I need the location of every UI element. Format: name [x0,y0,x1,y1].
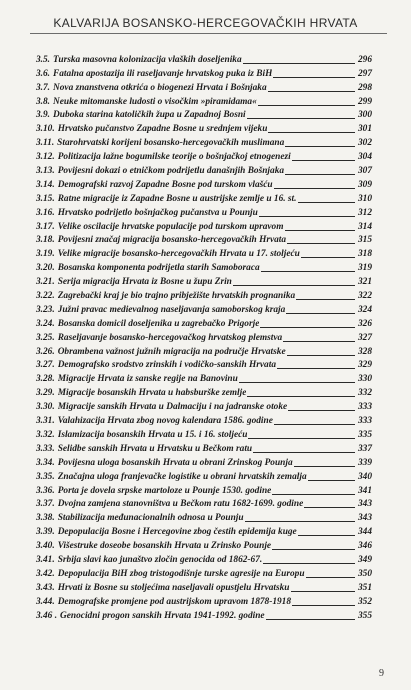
toc-entry [36,441,372,455]
toc-entry [36,219,372,233]
toc-leader-line [277,368,355,369]
toc-entry-page: 315 [357,235,372,246]
toc-entry-page: 332 [357,388,372,399]
toc-leader-line [292,605,355,606]
toc-entry-title: Povijesna uloga bosanskih Hrvata u obrani Zrinskog Pounja [57,457,293,468]
toc-entry [36,538,372,552]
toc-entry-page: 327 [357,332,372,343]
toc-entry-title: Demografski razvoj Zapadne Bosne pod turskom vlašću [57,179,273,190]
toc-leader-line [287,243,355,244]
toc-entry-title: Značajna uloga franjevačke logistike u obrani hrvatskih zemalja [57,471,307,482]
page-number: 9 [379,668,384,679]
toc-entry-title: Neuke mitomanske ludosti o visočkim »piramidama« [53,96,257,107]
toc-entry-title: Depopulacija Bosne i Hercegovine zbog čestih epidemija kuge [57,527,297,538]
toc-entry-title: Fatalna apostazija ili raseljavanje hrvatskog puka iz BiH [53,68,273,79]
toc-entry-page: 322 [357,291,372,302]
toc-entry [36,66,372,80]
toc-entry-page: 341 [357,485,372,496]
toc-leader-line [248,438,355,439]
toc-entry-title: Genocidni progon sanskih Hrvata 1941-1992. godine [60,610,265,621]
toc-entry [36,94,372,108]
toc-entry-page: 329 [357,360,372,371]
toc-entry [36,524,372,538]
toc-entry [36,177,372,191]
toc-entry-page: 350 [357,568,372,579]
toc-leader-line [272,494,355,495]
toc-entry-number: 3.42. [36,568,55,579]
table-of-contents [36,52,372,622]
toc-entry-number: 3.34. [36,457,55,468]
toc-leader-line [272,549,355,550]
toc-entry-title: Demografske promjene pod austrijskom upravom 1878-1918 [57,596,292,607]
toc-leader-line [266,619,355,620]
toc-entry-number: 3.15. [36,193,55,204]
toc-entry-number: 3.31. [36,416,55,427]
toc-entry [36,594,372,608]
toc-entry [36,246,372,260]
toc-entry-title: Politizacija lažne bogumilske teorije o bošnjačkoj etnogenezi [57,152,291,163]
toc-entry-title: Turska masovna kolonizacija vlaških doseljenika [53,54,242,65]
toc-entry-title: Selidbe sanskih Hrvata u Hrvatsku u Bečkom ratu [57,443,253,454]
toc-entry-title: Hrvati iz Bosne su stoljećima naseljavali opustjelu Hrvatsku [57,582,290,593]
toc-entry-title: Islamizacija bosanskih Hrvata u 15. i 16. stoljeću [57,429,248,440]
toc-entry-page: 307 [357,166,372,177]
toc-entry-page: 349 [357,554,372,565]
toc-entry-title: Serija migracija Hrvata iz Bosne u župu Zrin [57,277,232,288]
toc-leader-line [286,313,355,314]
toc-entry-number: 3.17. [36,221,55,232]
toc-entry-page: 309 [357,179,372,190]
toc-entry-number: 3.33. [36,443,55,454]
toc-entry [36,469,372,483]
toc-entry-number: 3.18. [36,235,55,246]
toc-entry [36,316,372,330]
toc-entry-number: 3.38. [36,513,55,524]
toc-entry-number: 3.43. [36,582,55,593]
toc-entry-title: Migracije sanskih Hrvata u Dalmaciju i na jadranske otoke [57,402,288,413]
toc-entry-number: 3.20. [36,263,55,274]
toc-entry-page: 333 [357,402,372,413]
toc-entry-title: Depopulacija BiH zbog tristogodišnje turske agresije na Europu [57,568,305,579]
toc-leader-line [306,577,355,578]
toc-entry [36,413,372,427]
toc-entry-page: 310 [357,193,372,204]
toc-entry-number: 3.35. [36,471,55,482]
toc-entry-page: 326 [357,318,372,329]
toc-entry [36,580,372,594]
toc-entry [36,344,372,358]
toc-leader-line [285,174,355,175]
toc-entry-number: 3.6. [36,68,51,79]
toc-leader-line [287,355,355,356]
toc-leader-line [263,563,355,564]
toc-entry [36,52,372,66]
toc-entry-page: 339 [357,457,372,468]
toc-entry-number: 3.22. [36,291,55,302]
toc-entry-number: 3.26. [36,346,55,357]
toc-leader-line [258,105,355,106]
toc-entry-number: 3.41. [36,554,55,565]
toc-leader-line [296,299,355,300]
toc-entry-number: 3.10. [36,124,55,135]
toc-entry-page: 301 [357,124,372,135]
toc-entry [36,288,372,302]
toc-entry-page: 330 [357,374,372,385]
toc-entry-title: Bosanska komponenta podrijetla starih Samoboraca [57,263,260,274]
toc-entry-title: Migracije bosanskih Hrvata u habsburške zemlje [57,388,247,399]
toc-entry-page: 355 [357,610,372,621]
toc-entry-title: Migracije Hrvata iz sanske regije na Banovinu [57,374,238,385]
toc-entry-page: 343 [357,513,372,524]
toc-entry-number: 3.9. [36,110,51,121]
toc-entry-title: Velike migracije bosansko-hercegovačkih Hrvata u 17. stoljeću [57,249,300,260]
toc-leader-line [294,466,355,467]
toc-leader-line [247,118,355,119]
toc-entry-number: 3.23. [36,304,55,315]
toc-entry-number: 3.21. [36,277,55,288]
toc-entry-title: Stabilizacija međunacionalnih odnosa u Pounju [57,513,244,524]
toc-entry-number: 3.32. [36,429,55,440]
toc-leader-line [285,230,356,231]
toc-entry [36,455,372,469]
toc-entry-number: 3.28. [36,374,55,385]
toc-entry-page: 346 [357,541,372,552]
toc-entry-title: Starohrvatski korijeni bosansko-hercegovačkih muslimana [57,138,285,149]
toc-leader-line [268,132,355,133]
toc-leader-line [260,327,355,328]
toc-entry-page: 302 [357,138,372,149]
toc-entry-number: 3.30. [36,402,55,413]
toc-entry-page: 314 [357,221,372,232]
toc-leader-line [285,146,355,147]
toc-entry-number: 3.7. [36,82,51,93]
toc-entry-number: 3.27. [36,360,55,371]
toc-entry-page: 296 [357,54,372,65]
toc-entry-page: 344 [357,527,372,538]
toc-entry-page: 335 [357,429,372,440]
toc-entry [36,566,372,580]
toc-leader-line [304,507,355,508]
toc-entry-number: 3.24. [36,318,55,329]
toc-entry [36,552,372,566]
toc-entry-title: Demografsko srodstvo zrinskih i vodičko-sanskih Hrvata [57,360,276,371]
toc-entry-page: 352 [357,596,372,607]
toc-entry-page: 324 [357,304,372,315]
running-header-title: KALVARIJA BOSANSKO-HERCEGOVAČKIH HRVATA [53,16,358,30]
toc-entry-title: Višestruke doseobe bosanskih Hrvata u Zrinsko Pounje [57,541,272,552]
toc-leader-line [298,202,356,203]
toc-entry-number: 3.5. [36,54,51,65]
toc-entry-title: Hrvatsko podrijetlo bošnjačkog pučanstva u Pounju [57,207,258,218]
toc-entry-page: 328 [357,346,372,357]
toc-leader-line [308,480,355,481]
toc-entry-title: Raseljavanje bosansko-hercegovačkog hrvatskog plemstva [57,332,283,343]
toc-entry [36,260,372,274]
toc-entry [36,385,372,399]
toc-leader-line [274,424,355,425]
toc-entry-page: 304 [357,152,372,163]
toc-entry-title: Dvojna zamjena stanovništva u Bečkom ratu 1682-1699. godine [57,499,304,510]
toc-leader-line [288,410,355,411]
toc-entry-page: 337 [357,443,372,454]
toc-entry-page: 351 [357,582,372,593]
toc-entry-number: 3.39. [36,527,55,538]
toc-entry-page: 312 [357,207,372,218]
toc-entry-number: 3.29. [36,388,55,399]
toc-entry-number: 3.37. [36,499,55,510]
toc-leader-line [253,452,355,453]
toc-entry-number: 3.16. [36,207,55,218]
toc-entry-title: Južni pravac medievalnog naseljavanja samoborskog kraja [57,304,286,315]
toc-leader-line [292,160,355,161]
toc-entry-number: 3.44. [36,596,55,607]
toc-entry-title: Bosanska domicil doseljenika u zagrebačko Prigorje [57,318,260,329]
toc-leader-line [273,77,355,78]
toc-entry [36,135,372,149]
toc-entry-title: Srbija slavi kao junaštvo zločin genocida od 1862-67. [57,554,263,565]
toc-entry [36,108,372,122]
toc-leader-line [243,63,355,64]
toc-entry [36,358,372,372]
toc-entry [36,427,372,441]
toc-leader-line [261,271,355,272]
toc-leader-line [239,382,355,383]
toc-leader-line [291,591,356,592]
toc-leader-line [298,535,355,536]
toc-leader-line [245,521,355,522]
toc-entry [36,274,372,288]
toc-entry-title: Zagrebački kraj je bio trajno pribježište hrvatskih prognanika [57,291,296,302]
toc-entry-page: 343 [357,499,372,510]
running-header [0,0,411,50]
toc-entry [36,510,372,524]
toc-leader-line [233,285,355,286]
toc-entry-page: 300 [357,110,372,121]
toc-entry [36,483,372,497]
toc-entry-number: 3.46 . [36,610,58,621]
toc-entry [36,191,372,205]
toc-entry-title: Porta je dovela srpske martoloze u Pounje 1530. godine [57,485,272,496]
toc-entry [36,302,372,316]
toc-entry-page: 321 [357,277,372,288]
toc-entry-page: 340 [357,471,372,482]
toc-entry [36,205,372,219]
toc-entry-title: Velike oscilacije hrvatske populacije pod turskom upravom [57,221,284,232]
toc-entry-title: Hrvatsko pučanstvo Zapadne Bosne u srednjem vijeku [57,124,268,135]
toc-entry [36,497,372,511]
toc-entry-page: 297 [357,68,372,79]
toc-entry-page: 319 [357,263,372,274]
toc-entry-title: Valahizacija Hrvata zbog novog kalendara 1586. godine [57,416,273,427]
toc-entry [36,121,372,135]
toc-leader-line [274,188,355,189]
toc-entry-number: 3.14. [36,179,55,190]
toc-entry-number: 3.8. [36,96,51,107]
toc-entry [36,80,372,94]
toc-entry-title: Ratne migracije iz Zapadne Bosne u austrijske zemlje u 16. st. [57,193,297,204]
toc-entry-title: Povijesni značaj migracija bosansko-hercegovačkih Hrvata [57,235,287,246]
toc-entry [36,399,372,413]
toc-entry [36,149,372,163]
header-rule [30,33,387,34]
toc-entry [36,233,372,247]
toc-entry [36,163,372,177]
toc-entry-title: Nova znanstvena otkrića o biogenezi Hrvata i Bošnjaka [53,82,267,93]
toc-leader-line [268,91,355,92]
toc-leader-line [247,396,355,397]
toc-entry-number: 3.25. [36,332,55,343]
toc-entry-number: 3.36. [36,485,55,496]
toc-entry-page: 318 [357,249,372,260]
toc-entry-number: 3.13. [36,166,55,177]
toc-entry-number: 3.12. [36,152,55,163]
toc-entry [36,330,372,344]
toc-entry-page: 299 [357,96,372,107]
toc-entry-number: 3.40. [36,541,55,552]
toc-entry [36,371,372,385]
toc-leader-line [301,257,355,258]
toc-entry-title: Duboka starina katoličkih župa u Zapadnoj Bosni [53,110,246,121]
toc-entry-title: Obrambena važnost južnih migracija na područje Hrvatske [57,346,286,357]
toc-entry-page: 333 [357,416,372,427]
toc-leader-line [283,341,355,342]
toc-entry-number: 3.19. [36,249,55,260]
toc-entry-number: 3.11. [36,138,55,149]
toc-entry-page: 298 [357,82,372,93]
toc-leader-line [259,216,355,217]
toc-entry [36,608,372,622]
toc-entry-title: Povijesni dokazi o etničkom podrijetlu današnjih Bošnjaka [57,166,285,177]
